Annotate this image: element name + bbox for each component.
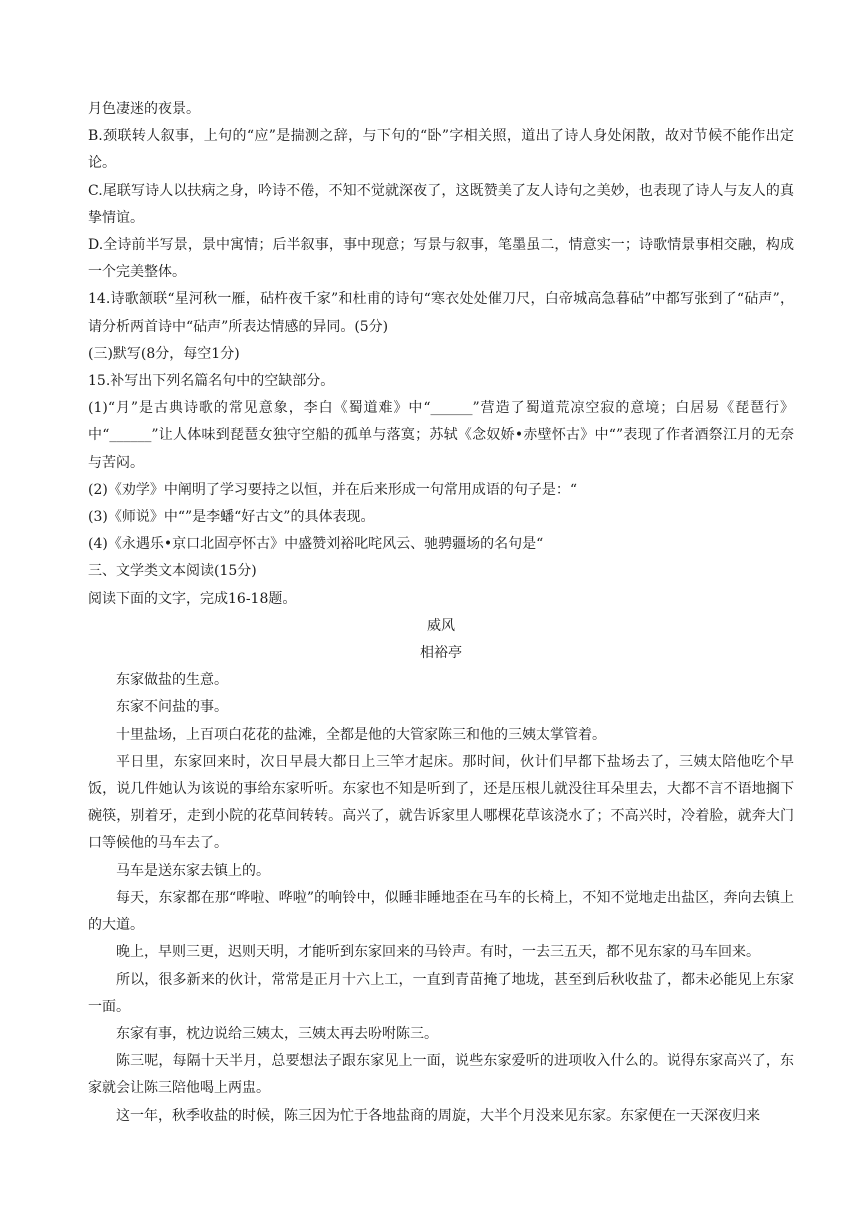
question-14: 14.诗歌颔联“星河秋一雁，砧杵夜千家”和杜甫的诗句“寒衣处处催刀尺，白帝城高急暮砧”中都写张到了“砧声”，请分析两首诗中“砧声”所表达情感的异同。(5分) [88,291,794,335]
document-body [88,96,794,1130]
text-line: 月色凄迷的夜景。 [88,101,200,117]
article-paragraph: 陈三呢，每隔十天半月，总要想法子跟东家见上一面，说些东家爱听的进项收入什么的。说得东家高兴了，东家就会让陈三陪他喝上两盅。 [88,1053,794,1097]
section-heading-literature: 三、文学类文本阅读(15分) [88,563,257,580]
article-paragraph: 十里盐场，上百项白花花的盐滩，全都是他的大管家陈三和他的三姨太掌管着。 [116,726,606,743]
article-paragraph: 东家有事，枕边说给三姨太，三姨太再去吩咐陈三。 [116,1025,438,1042]
question-15-item-2: (2)《劝学》中阐明了学习要持之以恒，并在后来形成一句常用成语的句子是：“ [88,481,577,498]
question-15-item-3: (3)《师说》中“”是李蟠“好古文”的具体表现。 [88,509,375,526]
section-heading-dictation: (三)默写(8分，每空1分) [88,345,240,362]
article-paragraph: 东家做盐的生意。 [116,672,228,689]
option-b: B.颈联转人叙事，上句的“应”是揣测之辞，与下句的“卧”字相关照，道出了诗人身处闲散，故对节候不能作出定论。 [88,128,794,172]
article-paragraph: 马车是送东家去镇上的。 [116,862,270,879]
article-paragraph: 每天，东家都在那“哗啦、哗啦”的响铃中，似睡非睡地歪在马车的长椅上，不知不觉地走出盐区，奔向去镇上的大道。 [88,889,794,934]
article-title: 威风 [427,617,455,634]
question-15-item-1: (1)“月”是古典诗歌的常见意象，李白《蜀道难》中“______”营造了蜀道荒凉空寂的意境；白居易《琵琶行》中“______”让人体味到琵琶女独守空船的孤单与落寞；苏轼《念奴娇•赤壁怀古》中“”表现了作者酒祭江月的无奈与苦闷。 [88,400,794,471]
option-d: D.全诗前半写景，景中寓情；后半叙事，事中现意；写景与叙事，笔墨虽二，情意实一；诗歌情景事相交融，构成一个完美整体。 [88,237,794,281]
question-15: 15.补写出下列名篇名句中的空缺部分。 [88,373,335,390]
article-author: 相裕亭 [420,645,462,662]
question-15-item-4: (4)《永遇乐•京口北固亭怀古》中盛赞刘裕叱咤风云、驰骋疆场的名句是“ [88,536,544,553]
option-c: C.尾联写诗人以扶病之身，吟诗不倦，不知不觉就深夜了，这既赞美了友人诗句之美妙，也表现了诗人与友人的真挚情谊。 [88,182,794,226]
reading-instruction: 阅读下面的文字，完成16-18题。 [88,590,297,607]
article-paragraph: 东家不问盐的事。 [116,699,228,716]
article-paragraph: 平日里，东家回来时，次日早晨大都日上三竿才起床。那时间，伙计们早都下盐场去了，三姨太陪他吃个早饭，说几件她认为该说的事给东家听听。东家也不知是听到了，还是压根儿就没往耳朵里去，大都不言不语地搁下碗筷，别着牙，走到小院的花草间转转。高兴了，就告诉家里人哪棵花草该浇水了；不高兴时，冷着脸，就奔大门口等候他的马车去了。 [88,753,794,852]
article-paragraph: 这一年，秋季收盐的时候，陈三因为忙于各地盐商的周旋，大半个月没来见东家。东家便在一天深夜归来 [116,1107,760,1124]
article-paragraph: 所以，很多新来的伙计，常常是正月十六上工，一直到青苗掩了地垅，甚至到后秋收盐了，都未必能见上东家一面。 [88,971,794,1015]
article-paragraph: 晚上，早则三更，迟则天明，才能听到东家回来的马铃声。有时，一去三五天，都不见东家的马车回来。 [116,944,760,961]
